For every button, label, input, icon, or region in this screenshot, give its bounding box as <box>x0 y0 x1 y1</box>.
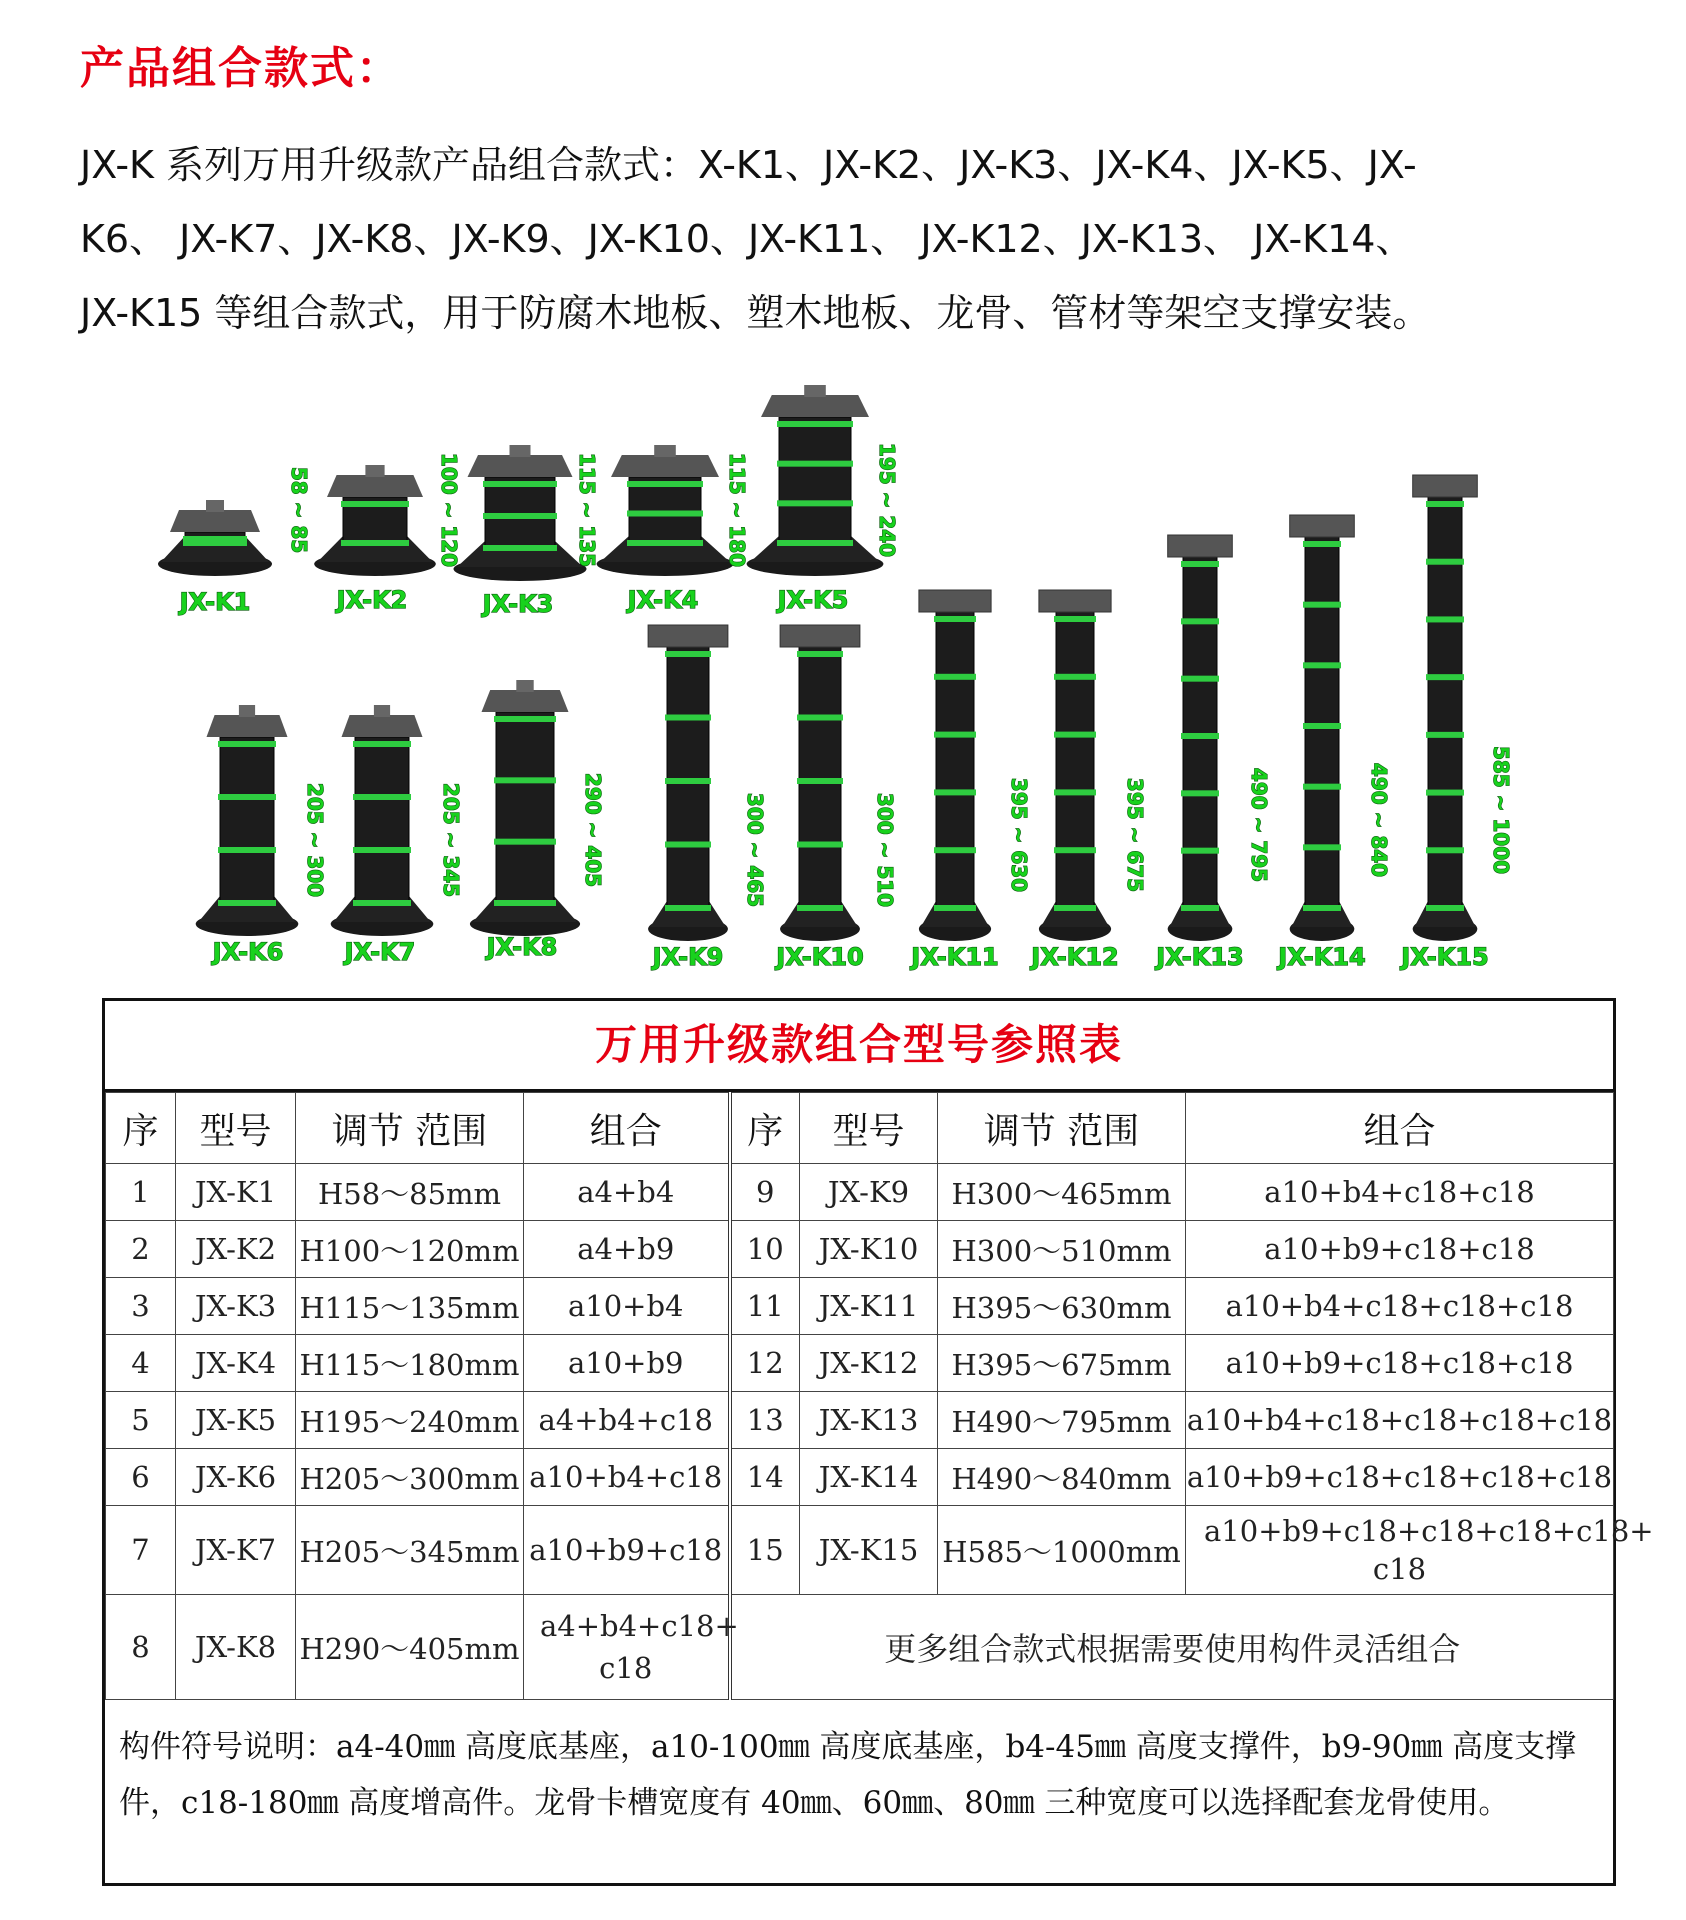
green-ring <box>797 778 843 784</box>
green-ring <box>494 716 556 722</box>
cell-model: JX-K6 <box>176 1449 296 1506</box>
product-figure <box>0 360 1686 990</box>
pedestal-head <box>780 625 860 647</box>
reference-table <box>102 998 1654 1886</box>
green-ring <box>1181 905 1219 911</box>
cell-combo: a10+b4+c18+c18 <box>1186 1164 1614 1221</box>
pedestal-range-label: 115 ~ 180 <box>725 452 749 568</box>
pedestal-body <box>936 612 974 907</box>
pedestal-tab <box>374 705 390 717</box>
table-row <box>106 1506 1614 1595</box>
cell-range: H195～240mm <box>296 1392 524 1449</box>
legend-code: c18-180㎜ <box>181 1785 339 1821</box>
cell-index: 15 <box>730 1506 800 1595</box>
green-ring <box>494 900 556 906</box>
pedestal-range-label: 395 ~ 675 <box>1123 777 1147 893</box>
product-illustration <box>0 360 1686 990</box>
table-row <box>106 1392 1614 1449</box>
legend-code: a10-100㎜ <box>651 1729 810 1765</box>
cell-index: 12 <box>730 1335 800 1392</box>
green-ring <box>483 545 557 551</box>
green-ring <box>627 481 703 487</box>
cell-index: 9 <box>730 1164 800 1221</box>
intro-line: K6、 JX-K7、JX-K8、JX-K9、JX-K10、JX-K11、 JX-K12、JX-K13、 JX-K14、 <box>80 217 1414 261</box>
product-pedestal <box>909 590 1031 971</box>
legend-code: a4-40㎜ <box>336 1729 456 1765</box>
green-ring <box>1303 723 1341 729</box>
cell-range: H115～180mm <box>296 1335 524 1392</box>
pedestal-model-label: JX-K12 <box>1031 943 1119 971</box>
green-ring <box>494 777 556 783</box>
pedestal-head <box>648 625 728 647</box>
green-ring <box>1054 905 1096 911</box>
cell-index: 5 <box>106 1392 176 1449</box>
cell-range: H205～345mm <box>296 1506 524 1595</box>
legend-text: 高度底基座， <box>809 1729 1006 1765</box>
pedestal-body <box>355 737 409 902</box>
pedestal-body <box>667 647 709 907</box>
green-ring <box>1054 847 1096 853</box>
pedestal-range-label: 205 ~ 300 <box>303 782 327 898</box>
green-ring <box>934 674 976 680</box>
cell-range: H58～85mm <box>296 1164 524 1221</box>
product-pedestal <box>1276 515 1391 971</box>
cell-model: JX-K4 <box>176 1335 296 1392</box>
green-ring <box>797 905 843 911</box>
page-heading: 产品组合款式： <box>80 43 402 94</box>
cell-model: JX-K15 <box>800 1506 938 1595</box>
green-ring <box>1426 559 1464 565</box>
green-ring <box>353 847 411 853</box>
cell-model: JX-K2 <box>176 1221 296 1278</box>
table-title: 万用升级款组合型号参照表 <box>105 1001 1613 1092</box>
green-ring <box>934 905 976 911</box>
legend-code: 40㎜、60㎜、80㎜ <box>761 1785 1035 1821</box>
cell-range: H585～1000mm <box>938 1506 1186 1595</box>
green-ring <box>797 842 843 848</box>
legend-text: 构件符号说明： <box>119 1729 336 1765</box>
green-ring <box>777 421 853 427</box>
product-pedestal <box>597 445 749 614</box>
pedestal-head <box>207 715 288 737</box>
table-row <box>106 1595 1614 1700</box>
pedestal-model-label: JX-K10 <box>776 943 864 971</box>
pedestal-head <box>919 590 991 612</box>
pedestal-head <box>482 690 569 712</box>
pedestal-head <box>611 455 719 477</box>
pedestal-range-label: 205 ~ 345 <box>439 782 463 898</box>
green-ring <box>353 741 411 747</box>
green-ring <box>1181 676 1219 682</box>
pedestal-model-label: JX-K1 <box>179 588 251 616</box>
green-ring <box>1426 501 1464 507</box>
green-ring <box>665 842 711 848</box>
cell-range: H300～465mm <box>938 1164 1186 1221</box>
cell-combo: a10+b9+c18+c18 <box>1186 1221 1614 1278</box>
pedestal-model-label: JX-K11 <box>911 943 999 971</box>
product-pedestal <box>454 445 600 618</box>
pedestal-body <box>220 737 274 902</box>
cell-model: JX-K9 <box>800 1164 938 1221</box>
cell-model: JX-K13 <box>800 1392 938 1449</box>
green-ring <box>627 540 703 546</box>
pedestal-range-label: 115 ~ 135 <box>575 452 599 568</box>
pedestal-model-label: JX-K5 <box>777 586 849 614</box>
pedestal-tab <box>804 385 826 397</box>
green-ring <box>218 847 276 853</box>
cell-model: JX-K12 <box>800 1335 938 1392</box>
col-header-index: 序 <box>106 1093 176 1164</box>
cell-index: 13 <box>730 1392 800 1449</box>
legend-text: 三种宽度可以选择配套龙骨使用。 <box>1034 1785 1510 1821</box>
pedestal-body <box>1183 557 1217 907</box>
green-ring <box>797 715 843 721</box>
cell-range: H100～120mm <box>296 1221 524 1278</box>
cell-combo: a4+b9 <box>524 1221 730 1278</box>
green-ring <box>1181 733 1219 739</box>
cell-combo: a10+b9 <box>524 1335 730 1392</box>
green-ring <box>1426 674 1464 680</box>
intro-paragraph <box>80 128 1620 350</box>
green-ring <box>218 794 276 800</box>
pedestal-range-label: 290 ~ 405 <box>581 772 605 888</box>
cell-combo: a10+b4+c18 <box>524 1449 730 1506</box>
cell-model: JX-K10 <box>800 1221 938 1278</box>
cell-combo: a10+b4+c18+c18+c18+c18 <box>1186 1392 1614 1449</box>
green-ring <box>1426 616 1464 622</box>
pedestal-model-label: JX-K3 <box>482 590 554 618</box>
col-header-range: 调节 范围 <box>938 1093 1186 1164</box>
green-ring <box>777 540 853 546</box>
green-ring <box>1303 541 1341 547</box>
pedestal-model-label: JX-K6 <box>212 938 284 966</box>
pedestal-head <box>170 510 260 532</box>
cell-model: JX-K14 <box>800 1449 938 1506</box>
cell-range: H490～795mm <box>938 1392 1186 1449</box>
cell-index: 8 <box>106 1595 176 1700</box>
green-ring <box>665 905 711 911</box>
col-header-model: 型号 <box>176 1093 296 1164</box>
pedestal-model-label: JX-K2 <box>336 586 408 614</box>
green-ring <box>1054 616 1096 622</box>
pedestal-body <box>1056 612 1094 907</box>
pedestal-range-label: 300 ~ 510 <box>873 792 897 908</box>
product-pedestal <box>314 453 461 614</box>
green-ring <box>777 500 853 506</box>
table-row <box>106 1221 1614 1278</box>
green-ring <box>218 741 276 747</box>
intro-line: JX-K15 等组合款式，用于防腐木地板、塑木地板、龙骨、管材等架空支撑安装。 <box>80 291 1431 335</box>
green-ring <box>1303 602 1341 608</box>
cell-model: JX-K1 <box>176 1164 296 1221</box>
green-ring <box>777 461 853 467</box>
product-pedestal <box>648 625 767 971</box>
pedestal-head <box>1290 515 1355 537</box>
pedestal-body <box>496 712 554 902</box>
cell-range: H300～510mm <box>938 1221 1186 1278</box>
cell-index: 4 <box>106 1335 176 1392</box>
table-header-row <box>106 1093 1614 1164</box>
green-ring <box>797 651 843 657</box>
pedestal-tab <box>239 705 255 717</box>
pedestal-head <box>1039 590 1111 612</box>
cell-index: 11 <box>730 1278 800 1335</box>
green-ring <box>183 540 247 546</box>
green-ring <box>934 616 976 622</box>
green-ring <box>1181 618 1219 624</box>
green-ring <box>1181 790 1219 796</box>
cell-range: H115～135mm <box>296 1278 524 1335</box>
pedestal-body <box>1305 537 1339 907</box>
pedestal-range-label: 490 ~ 795 <box>1247 767 1271 883</box>
green-ring <box>934 847 976 853</box>
green-ring <box>1054 789 1096 795</box>
legend-text: 高度支撑件， <box>1125 1729 1322 1765</box>
pedestal-model-label: JX-K7 <box>344 938 416 966</box>
pedestal-head <box>1168 535 1233 557</box>
green-ring <box>1303 844 1341 850</box>
pedestal-head <box>342 715 423 737</box>
pedestal-tab <box>654 445 676 457</box>
cell-range: H290～405mm <box>296 1595 524 1700</box>
green-ring <box>1054 674 1096 680</box>
green-ring <box>483 513 557 519</box>
pedestal-range-label: 300 ~ 465 <box>743 792 767 908</box>
pedestal-range-label: 585 ~ 1000 <box>1489 745 1513 875</box>
product-pedestal <box>196 705 327 966</box>
more-combos-note: 更多组合款式根据需要使用构件灵活组合 <box>730 1595 1614 1700</box>
col-header-combo: 组合 <box>524 1093 730 1164</box>
product-pedestal <box>1029 590 1147 971</box>
product-pedestal <box>470 680 605 961</box>
pedestal-head <box>1413 475 1478 497</box>
product-pedestal <box>158 467 311 616</box>
legend-code: b9-90㎜ <box>1321 1729 1443 1765</box>
pedestal-model-label: JX-K9 <box>652 943 724 971</box>
col-header-range: 调节 范围 <box>296 1093 524 1164</box>
pedestal-body <box>799 647 841 907</box>
green-ring <box>627 511 703 517</box>
cell-combo: a4+b4 <box>524 1164 730 1221</box>
col-header-combo: 组合 <box>1186 1093 1614 1164</box>
pedestal-tab <box>516 680 533 692</box>
green-ring <box>934 732 976 738</box>
product-pedestal <box>331 705 463 966</box>
model-table <box>105 1092 1654 1700</box>
green-ring <box>1426 847 1464 853</box>
cell-index: 3 <box>106 1278 176 1335</box>
table-row <box>106 1278 1614 1335</box>
cell-index: 6 <box>106 1449 176 1506</box>
pedestal-model-label: JX-K13 <box>1156 943 1244 971</box>
green-ring <box>341 540 409 546</box>
pedestal-range-label: 58 ~ 85 <box>287 466 311 554</box>
cell-index: 10 <box>730 1221 800 1278</box>
cell-model: JX-K7 <box>176 1506 296 1595</box>
legend-text: 高度增高件。龙骨卡槽宽度有 <box>338 1785 762 1821</box>
cell-range: H205～300mm <box>296 1449 524 1506</box>
cell-index: 1 <box>106 1164 176 1221</box>
cell-combo: a10+b4+c18+c18+c18 <box>1186 1278 1614 1335</box>
table-row <box>106 1164 1614 1221</box>
green-ring <box>1303 662 1341 668</box>
green-ring <box>353 900 411 906</box>
pedestal-body <box>485 477 555 547</box>
green-ring <box>665 778 711 784</box>
pedestal-body <box>1428 497 1462 907</box>
cell-combo: a10+b4 <box>524 1278 730 1335</box>
cell-combo: a10+b9+c18 <box>524 1506 730 1595</box>
pedestal-model-label: JX-K4 <box>627 586 699 614</box>
cell-combo: a4+b4+c18+ c18 <box>524 1595 730 1700</box>
intro-line: JX-K 系列万用升级款产品组合款式：X-K1、JX-K2、JX-K3、JX-K4、JX-K5、JX- <box>80 143 1417 187</box>
pedestal-range-label: 395 ~ 630 <box>1007 777 1031 893</box>
green-ring <box>665 651 711 657</box>
green-ring <box>1303 905 1341 911</box>
table-row <box>106 1449 1614 1506</box>
pedestal-tab <box>206 500 224 512</box>
pedestal-range-label: 195 ~ 240 <box>875 442 899 558</box>
cell-combo: a4+b4+c18 <box>524 1392 730 1449</box>
cell-combo: a10+b9+c18+c18+c18+c18 <box>1186 1449 1614 1506</box>
cell-model: JX-K8 <box>176 1595 296 1700</box>
cell-model: JX-K5 <box>176 1392 296 1449</box>
cell-combo: a10+b9+c18+c18+c18 <box>1186 1335 1614 1392</box>
legend-code: b4-45㎜ <box>1005 1729 1126 1765</box>
green-ring <box>665 715 711 721</box>
green-ring <box>1426 732 1464 738</box>
pedestal-tab <box>510 445 531 457</box>
cell-combo: a10+b9+c18+c18+c18+c18+ c18 <box>1186 1506 1614 1595</box>
green-ring <box>1054 732 1096 738</box>
product-pedestal <box>1154 535 1271 971</box>
green-ring <box>341 501 409 507</box>
col-header-index: 序 <box>730 1093 800 1164</box>
pedestal-range-label: 100 ~ 120 <box>437 452 461 568</box>
green-ring <box>494 839 556 845</box>
cell-index: 14 <box>730 1449 800 1506</box>
green-ring <box>1181 848 1219 854</box>
cell-index: 2 <box>106 1221 176 1278</box>
green-ring <box>1181 561 1219 567</box>
cell-range: H395～630mm <box>938 1278 1186 1335</box>
green-ring <box>1426 790 1464 796</box>
cell-range: H395～675mm <box>938 1335 1186 1392</box>
green-ring <box>218 900 276 906</box>
pedestal-head <box>761 395 869 417</box>
cell-index: 7 <box>106 1506 176 1595</box>
pedestal-body <box>779 417 851 542</box>
col-header-model: 型号 <box>800 1093 938 1164</box>
product-pedestal <box>747 385 899 614</box>
legend-text: 高度底基座， <box>455 1729 651 1765</box>
pedestal-tab <box>365 465 384 477</box>
pedestal-model-label: JX-K14 <box>1278 943 1366 971</box>
pedestal-range-label: 490 ~ 840 <box>1367 762 1391 878</box>
green-ring <box>934 789 976 795</box>
product-pedestal <box>774 625 897 971</box>
component-legend <box>119 1719 1599 1831</box>
green-ring <box>1426 905 1464 911</box>
cell-range: H490～840mm <box>938 1449 1186 1506</box>
pedestal-head <box>468 455 573 477</box>
green-ring <box>353 794 411 800</box>
legend-text: 高度支撑件， <box>119 1729 1577 1821</box>
table-row <box>106 1335 1614 1392</box>
pedestal-model-label: JX-K15 <box>1401 943 1489 971</box>
cell-model: JX-K11 <box>800 1278 938 1335</box>
cell-model: JX-K3 <box>176 1278 296 1335</box>
product-pedestal <box>1399 475 1513 971</box>
pedestal-head <box>327 475 423 497</box>
pedestal-model-label: JX-K8 <box>486 933 558 961</box>
green-ring <box>1303 784 1341 790</box>
green-ring <box>483 481 557 487</box>
